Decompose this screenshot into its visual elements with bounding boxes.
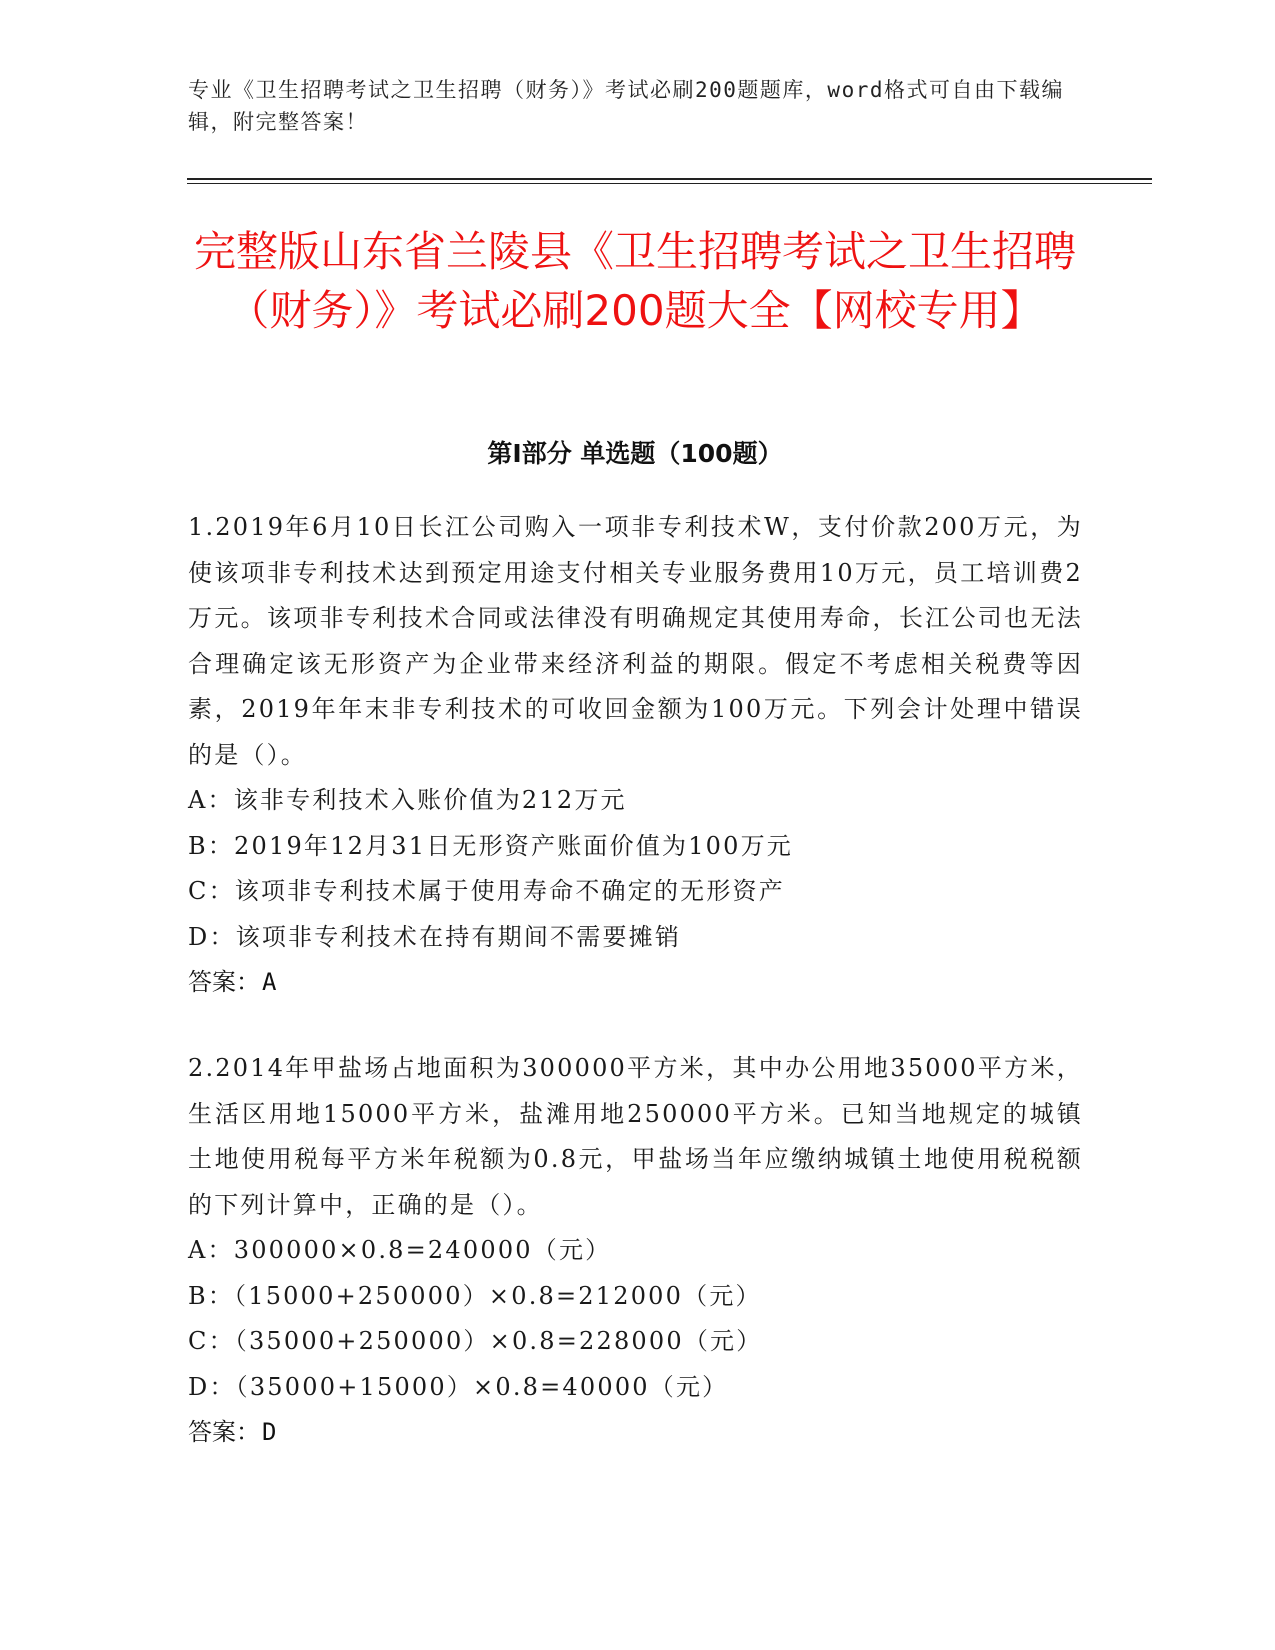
answer-label: 答案： — [188, 968, 260, 996]
question-2 — [188, 1046, 1083, 1456]
question-stem: 1.2019年6月10日长江公司购入一项非专利技术W，支付价款200万元，为使该项非专利技术达到预定用途支付相关专业服务费用10万元，员工培训费2万元。该项非专利技术合同或法律没有明确规定其使用寿命，长江公司也无法合理确定该无形资产为企业带来经济利益的期限。假定不考虑相关税费等因素，2019年年末非专利技术的可收回金额为100万元。下列会计处理中错误的是（）。 — [188, 513, 1083, 769]
option-c: C：该项非专利技术属于使用寿命不确定的无形资产 — [188, 877, 785, 905]
answer-value: A — [262, 968, 277, 996]
option-a: A：该非专利技术入账价值为212万元 — [188, 786, 627, 814]
answer-label: 答案： — [188, 1418, 260, 1446]
header-divider-thin — [187, 183, 1152, 184]
option-c: C：（35000+250000）×0.8=228000（元） — [188, 1327, 763, 1355]
header-divider-thick — [187, 178, 1152, 180]
option-d: D：（35000+15000）×0.8=40000（元） — [188, 1372, 729, 1401]
option-a: A：300000×0.8=240000（元） — [188, 1236, 612, 1264]
document-title: 完整版山东省兰陵县《卫生招聘考试之卫生招聘（财务）》考试必刷200题大全【网校专用】 — [193, 227, 1076, 335]
answer-line — [188, 1410, 1083, 1456]
header-note: 专业《卫生招聘考试之卫生招聘（财务）》考试必刷200题题库，word格式可自由下载编辑，附完整答案！ — [188, 78, 1064, 134]
option-b: B：2019年12月31日无形资产账面价值为100万元 — [188, 831, 794, 860]
option-d: D：该项非专利技术在持有期间不需要摊销 — [188, 922, 682, 951]
option-b: B：（15000+250000）×0.8=212000（元） — [188, 1281, 762, 1310]
section-title: 第Ⅰ部分 单选题（100题） — [487, 439, 783, 468]
question-1 — [188, 505, 1083, 1006]
answer-value: D — [262, 1418, 277, 1446]
answer-line — [188, 960, 1083, 1006]
question-stem: 2.2014年甲盐场占地面积为300000平方米，其中办公用地35000平方米，生活区用地15000平方米，盐滩用地250000平方米。已知当地规定的城镇土地使用税每平方米年税额为0.8元，甲盐场当年应缴纳城镇土地使用税税额的下列计算中，正确的是（）。 — [188, 1054, 1083, 1219]
